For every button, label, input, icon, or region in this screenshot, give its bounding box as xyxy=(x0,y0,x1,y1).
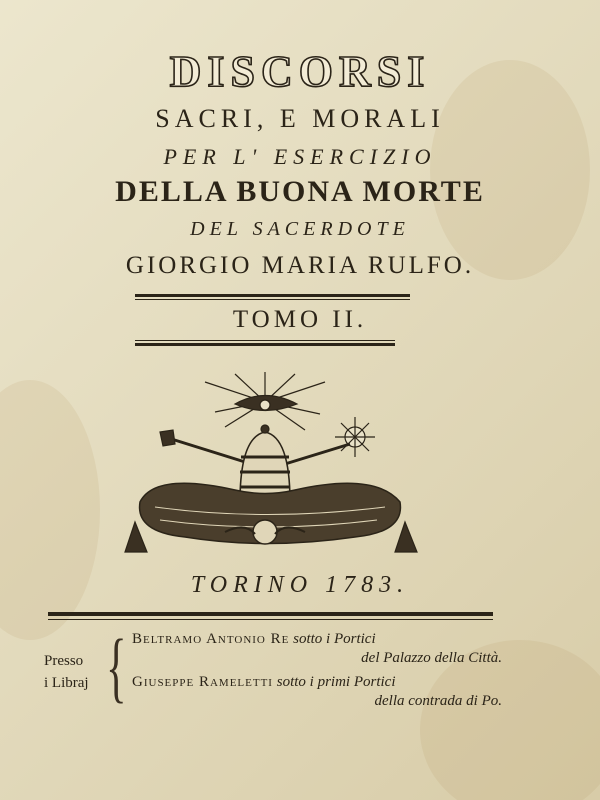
printer-2 xyxy=(132,674,502,691)
cherub-icon xyxy=(253,520,277,544)
printer-1-location-2: del Palazzo della Città. xyxy=(361,650,502,666)
bottom-rule-thin xyxy=(135,340,395,341)
papal-tiara-woodcut xyxy=(115,372,435,562)
imprint-rule xyxy=(48,612,493,616)
imprint-rule-thin xyxy=(48,619,493,620)
libraj-label: i Libraj xyxy=(44,675,89,691)
bottom-rule xyxy=(135,343,395,346)
printer-1 xyxy=(132,631,502,648)
author-name: GIORGIO MARIA RULFO. xyxy=(125,252,475,279)
tassel-icon xyxy=(395,522,417,552)
paper-stain xyxy=(0,380,100,640)
presso-label: Presso xyxy=(44,653,84,669)
place-year: TORINO 1783. xyxy=(190,572,410,598)
key-icon xyxy=(285,444,350,464)
dove-glory-icon xyxy=(205,372,325,430)
tiara-icon xyxy=(240,425,290,502)
top-rule-thin xyxy=(135,299,410,300)
brace-icon: { xyxy=(106,623,127,710)
printer-1-name: Beltramo Antonio Re xyxy=(132,631,290,647)
subject-line: DELLA BUONA MORTE xyxy=(115,175,485,208)
book-subtitle: SACRI, E MORALI xyxy=(155,104,445,133)
sun-icon xyxy=(335,417,375,457)
tassel-icon xyxy=(125,522,147,552)
top-rule xyxy=(135,294,410,297)
key-icon xyxy=(165,437,245,462)
presso-block xyxy=(44,650,89,694)
purpose-line: PER L' ESERCIZIO xyxy=(163,144,437,169)
volume-label: TOMO II. xyxy=(232,306,368,333)
author-intro: DEL SACERDOTE xyxy=(190,218,410,240)
printer-1-location: sotto i Portici xyxy=(293,631,376,647)
printer-2-location: sotto i primi Portici xyxy=(276,674,396,690)
printer-2-location-2: della contrada di Po. xyxy=(374,693,502,709)
book-title: DISCORSI xyxy=(169,47,431,96)
printer-2-name: Giuseppe Rameletti xyxy=(132,674,273,690)
